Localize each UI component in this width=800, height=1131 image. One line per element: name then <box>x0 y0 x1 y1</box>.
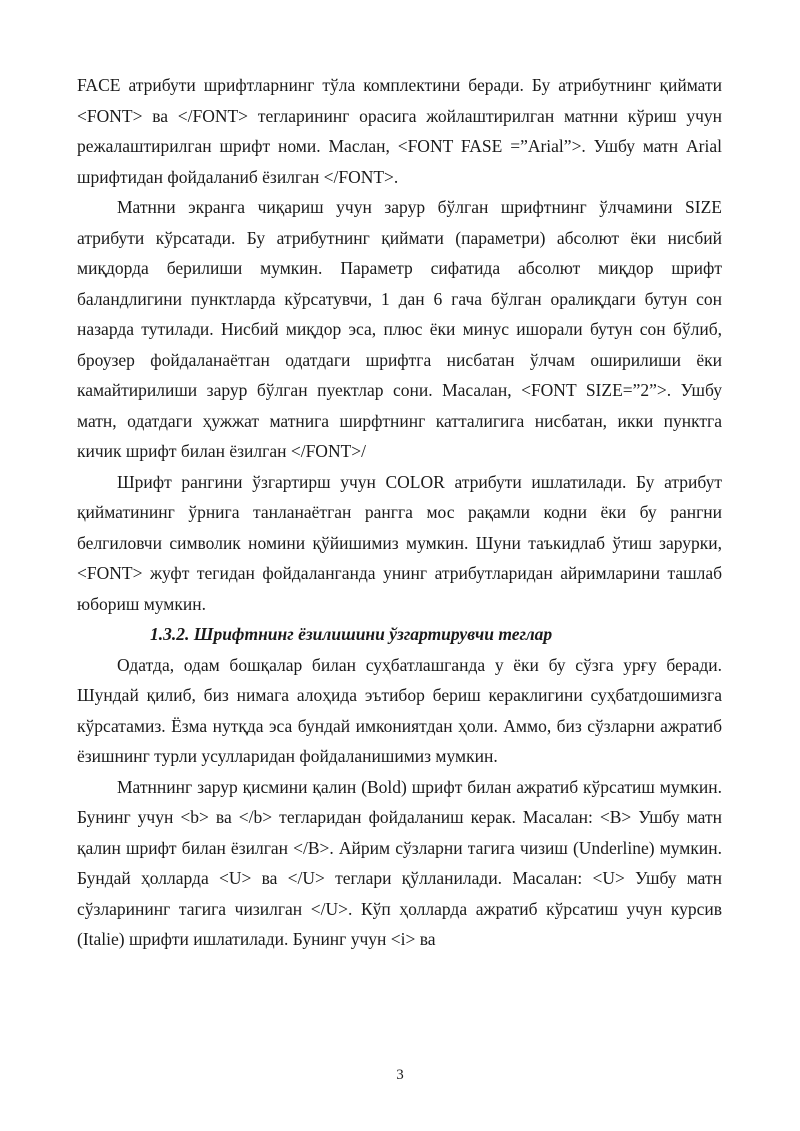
paragraph-bold-underline-italic: Матннинг зарур қисмини қалин (Bold) шрифт билан ажратиб кўрсатиш мумкин. Бунинг учун <b> ва </b> тегларидан фойдаланиш керак. Масалан: <B> Ушбу матн қалин шрифт билан ёзилган </B>. Айрим сўзларни тагига чизиш (Underline) мумкин. Бундай ҳолларда <U> ва </U> теглари қўлланилади. Масалан: <U> Ушбу матн сўзларининг тагига чизилган </U>. Кўп ҳолларда ажратиб кўрсатиш учун курсив (Italie) шрифти ишлатилади. Бунинг учун <i> ва <box>77 776 722 949</box>
document-page <box>77 70 722 955</box>
paragraph-face-attribute: FACE атрибути шрифтларнинг тўла комплектини беради. Бу атрибутнинг қиймати <FONT> ва </FONT> тегларининг орасига жойлаштирилган матнни кўриш учун режалаштирилган шрифт номи. Маслан, <FONT FASE =”Arial”>. Ушбу матн Arial шрифтидан фойдаланиб ёзилган </FONT>. <box>77 75 722 187</box>
paragraph-color-attribute: Шрифт рангини ўзгартирш учун COLOR атрибути ишлатилади. Бу атрибут қийматининг ўрнига танланаётган рангга мос рақамли кодни ёки бу рангни белгиловчи символик номини қўйишимиз мумкин. Шуни таъкидлаб ўтиш зарурки,<FONT> жуфт тегидан фойдаланганда унинг атрибутларидан айримларини ташлаб юбориш мумкин. <box>77 471 722 614</box>
page-number: 3 <box>396 1067 404 1083</box>
paragraph-emphasis-intro: Одатда, одам бошқалар билан суҳбатлашганда у ёки бу сўзга урғу беради. Шундай қилиб, биз нимага алоҳида эътибор бериш кераклигини суҳбатдошимизга кўрсатамиз. Ёзма нутқда эса бундай имкониятдан ҳоли. Аммо, биз сўзларни ажратиб ёзишнинг турли усулларидан фойдаланишимиз мумкин. <box>77 654 722 766</box>
paragraph-size-attribute: Матнни экранга чиқариш учун зарур бўлган шрифтнинг ўлчамини SIZE атрибути кўрсатади. Бу атрибутнинг қиймати (параметри) абсолют ёки нисбий миқдорда берилиши мумкин. Параметр сифатида абсолют миқдор шрифт баландлигини пунктларда кўрсатувчи, 1 дан 6 гача бўлган оралиқдаги бутун сон назарда тутилади. Нисбий миқдор эса, плюс ёки минус ишорали бутун сон бўлиб, броузер фойдаланаётган одатдаги шрифтга нисбатан ўлчам оширилиши ёки камайтирилиши зарур бўлган пуектлар сони. Масалан, <FONT SIZE=”2”>. Ушбу матн, одатдаги ҳужжат матнига ширфтнинг катталигига нисбатан, икки пунктга кичик шрифт билан ёзилган </FONT>/ <box>77 197 722 461</box>
section-heading: 1.3.2. Шрифтнинг ёзилишини ўзгартирувчи теглар <box>150 624 553 644</box>
